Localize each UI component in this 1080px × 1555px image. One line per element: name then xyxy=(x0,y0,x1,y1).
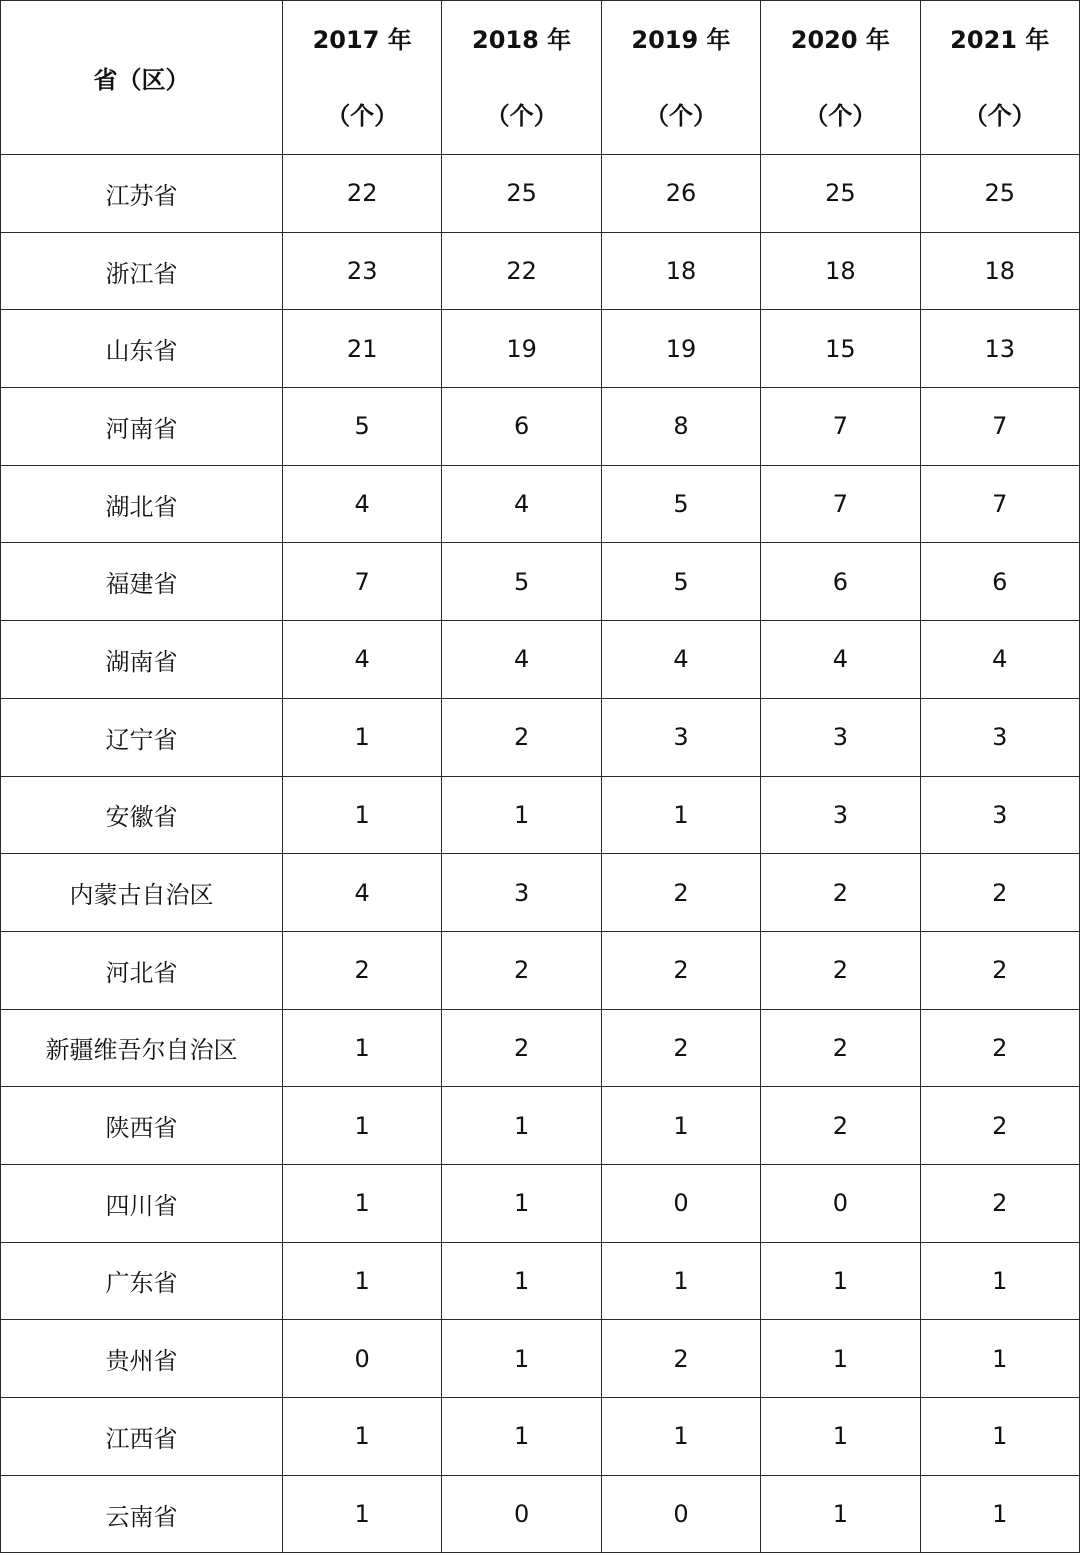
header-year-2019 xyxy=(601,1,760,155)
header-unit-label: （个） xyxy=(644,101,717,130)
count-cell: 22 xyxy=(283,155,442,233)
header-year-label: 2021 年 xyxy=(950,25,1050,54)
count-cell: 6 xyxy=(442,388,601,466)
count-cell: 0 xyxy=(442,1475,601,1553)
province-cell: 陕西省 xyxy=(1,1087,283,1165)
count-cell: 1 xyxy=(761,1398,920,1476)
count-cell: 3 xyxy=(920,698,1079,776)
count-cell: 23 xyxy=(283,232,442,310)
count-cell: 18 xyxy=(601,232,760,310)
count-cell: 1 xyxy=(442,1398,601,1476)
count-cell: 6 xyxy=(761,543,920,621)
province-cell: 江苏省 xyxy=(1,155,283,233)
count-cell: 1 xyxy=(920,1242,1079,1320)
count-cell: 2 xyxy=(601,931,760,1009)
table-row xyxy=(1,776,1080,854)
table-row xyxy=(1,1164,1080,1242)
count-cell: 5 xyxy=(283,388,442,466)
table-row xyxy=(1,1009,1080,1087)
table-row xyxy=(1,543,1080,621)
province-cell: 云南省 xyxy=(1,1475,283,1553)
count-cell: 2 xyxy=(761,854,920,932)
table-row xyxy=(1,854,1080,932)
count-cell: 2 xyxy=(761,931,920,1009)
province-cell: 广东省 xyxy=(1,1242,283,1320)
count-cell: 0 xyxy=(601,1164,760,1242)
header-year-label: 2020 年 xyxy=(790,25,890,54)
count-cell: 1 xyxy=(283,1242,442,1320)
count-cell: 1 xyxy=(442,776,601,854)
count-cell: 19 xyxy=(601,310,760,388)
header-unit-label: （个） xyxy=(963,101,1036,130)
count-cell: 4 xyxy=(601,621,760,699)
count-cell: 3 xyxy=(761,776,920,854)
count-cell: 7 xyxy=(920,388,1079,466)
count-cell: 2 xyxy=(601,1009,760,1087)
header-year-2017 xyxy=(283,1,442,155)
count-cell: 1 xyxy=(920,1475,1079,1553)
table-row xyxy=(1,621,1080,699)
count-cell: 1 xyxy=(283,698,442,776)
table-row xyxy=(1,155,1080,233)
count-cell: 13 xyxy=(920,310,1079,388)
count-cell: 2 xyxy=(442,931,601,1009)
count-cell: 4 xyxy=(920,621,1079,699)
header-year-2020 xyxy=(761,1,920,155)
count-cell: 4 xyxy=(283,621,442,699)
count-cell: 0 xyxy=(601,1475,760,1553)
province-cell: 新疆维吾尔自治区 xyxy=(1,1009,283,1087)
province-cell: 辽宁省 xyxy=(1,698,283,776)
count-cell: 5 xyxy=(601,543,760,621)
count-cell: 1 xyxy=(283,1398,442,1476)
count-cell: 2 xyxy=(920,931,1079,1009)
count-cell: 1 xyxy=(442,1320,601,1398)
count-cell: 7 xyxy=(920,465,1079,543)
count-cell: 4 xyxy=(442,465,601,543)
header-unit-label: （个） xyxy=(485,101,558,130)
count-cell: 1 xyxy=(283,1087,442,1165)
count-cell: 7 xyxy=(283,543,442,621)
count-cell: 1 xyxy=(761,1242,920,1320)
province-cell: 四川省 xyxy=(1,1164,283,1242)
province-cell: 山东省 xyxy=(1,310,283,388)
count-cell: 25 xyxy=(761,155,920,233)
province-cell: 湖北省 xyxy=(1,465,283,543)
count-cell: 3 xyxy=(442,854,601,932)
count-cell: 18 xyxy=(920,232,1079,310)
count-cell: 2 xyxy=(920,854,1079,932)
province-cell: 江西省 xyxy=(1,1398,283,1476)
province-cell: 安徽省 xyxy=(1,776,283,854)
table-row xyxy=(1,1475,1080,1553)
count-cell: 1 xyxy=(283,776,442,854)
count-cell: 1 xyxy=(920,1398,1079,1476)
count-cell: 6 xyxy=(920,543,1079,621)
count-cell: 2 xyxy=(920,1164,1079,1242)
count-cell: 4 xyxy=(283,854,442,932)
count-cell: 22 xyxy=(442,232,601,310)
header-year-label: 2017 年 xyxy=(312,25,412,54)
count-cell: 1 xyxy=(601,1087,760,1165)
count-cell: 1 xyxy=(920,1320,1079,1398)
count-cell: 0 xyxy=(761,1164,920,1242)
count-cell: 2 xyxy=(761,1087,920,1165)
province-cell: 福建省 xyxy=(1,543,283,621)
count-cell: 1 xyxy=(601,1398,760,1476)
table-row xyxy=(1,232,1080,310)
count-cell: 15 xyxy=(761,310,920,388)
count-cell: 2 xyxy=(442,698,601,776)
count-cell: 25 xyxy=(920,155,1079,233)
count-cell: 2 xyxy=(761,1009,920,1087)
table-body xyxy=(1,155,1080,1553)
count-cell: 2 xyxy=(601,1320,760,1398)
count-cell: 18 xyxy=(761,232,920,310)
province-cell: 湖南省 xyxy=(1,621,283,699)
count-cell: 26 xyxy=(601,155,760,233)
header-year-label: 2018 年 xyxy=(472,25,572,54)
province-cell: 贵州省 xyxy=(1,1320,283,1398)
table-row xyxy=(1,1398,1080,1476)
count-cell: 2 xyxy=(442,1009,601,1087)
province-cell: 河北省 xyxy=(1,931,283,1009)
count-cell: 8 xyxy=(601,388,760,466)
table-row xyxy=(1,388,1080,466)
count-cell: 2 xyxy=(283,931,442,1009)
count-cell: 4 xyxy=(442,621,601,699)
count-cell: 0 xyxy=(283,1320,442,1398)
count-cell: 7 xyxy=(761,465,920,543)
count-cell: 1 xyxy=(283,1009,442,1087)
table-header-row xyxy=(1,1,1080,155)
count-cell: 1 xyxy=(283,1475,442,1553)
count-cell: 25 xyxy=(442,155,601,233)
count-cell: 2 xyxy=(920,1087,1079,1165)
count-cell: 3 xyxy=(601,698,760,776)
count-cell: 1 xyxy=(442,1242,601,1320)
header-unit-label: （个） xyxy=(804,101,877,130)
header-year-label: 2019 年 xyxy=(631,25,731,54)
count-cell: 4 xyxy=(761,621,920,699)
count-cell: 1 xyxy=(442,1164,601,1242)
count-cell: 3 xyxy=(761,698,920,776)
count-cell: 5 xyxy=(442,543,601,621)
count-cell: 1 xyxy=(761,1320,920,1398)
count-cell: 2 xyxy=(601,854,760,932)
count-cell: 21 xyxy=(283,310,442,388)
count-cell: 1 xyxy=(283,1164,442,1242)
header-unit-label: （个） xyxy=(326,101,399,130)
header-province-label: 省（区） xyxy=(93,66,190,94)
header-year-2021 xyxy=(920,1,1079,155)
table-row xyxy=(1,931,1080,1009)
table-row xyxy=(1,310,1080,388)
header-year-2018 xyxy=(442,1,601,155)
header-province xyxy=(1,1,283,155)
province-cell: 内蒙古自治区 xyxy=(1,854,283,932)
count-cell: 7 xyxy=(761,388,920,466)
table-row xyxy=(1,1087,1080,1165)
count-cell: 1 xyxy=(601,1242,760,1320)
province-cell: 浙江省 xyxy=(1,232,283,310)
table-row xyxy=(1,1320,1080,1398)
table-row xyxy=(1,698,1080,776)
count-cell: 1 xyxy=(761,1475,920,1553)
count-cell: 4 xyxy=(283,465,442,543)
count-cell: 19 xyxy=(442,310,601,388)
count-cell: 1 xyxy=(442,1087,601,1165)
count-cell: 3 xyxy=(920,776,1079,854)
table-row xyxy=(1,1242,1080,1320)
table-row xyxy=(1,465,1080,543)
province-cell: 河南省 xyxy=(1,388,283,466)
count-cell: 2 xyxy=(920,1009,1079,1087)
count-cell: 5 xyxy=(601,465,760,543)
count-cell: 1 xyxy=(601,776,760,854)
